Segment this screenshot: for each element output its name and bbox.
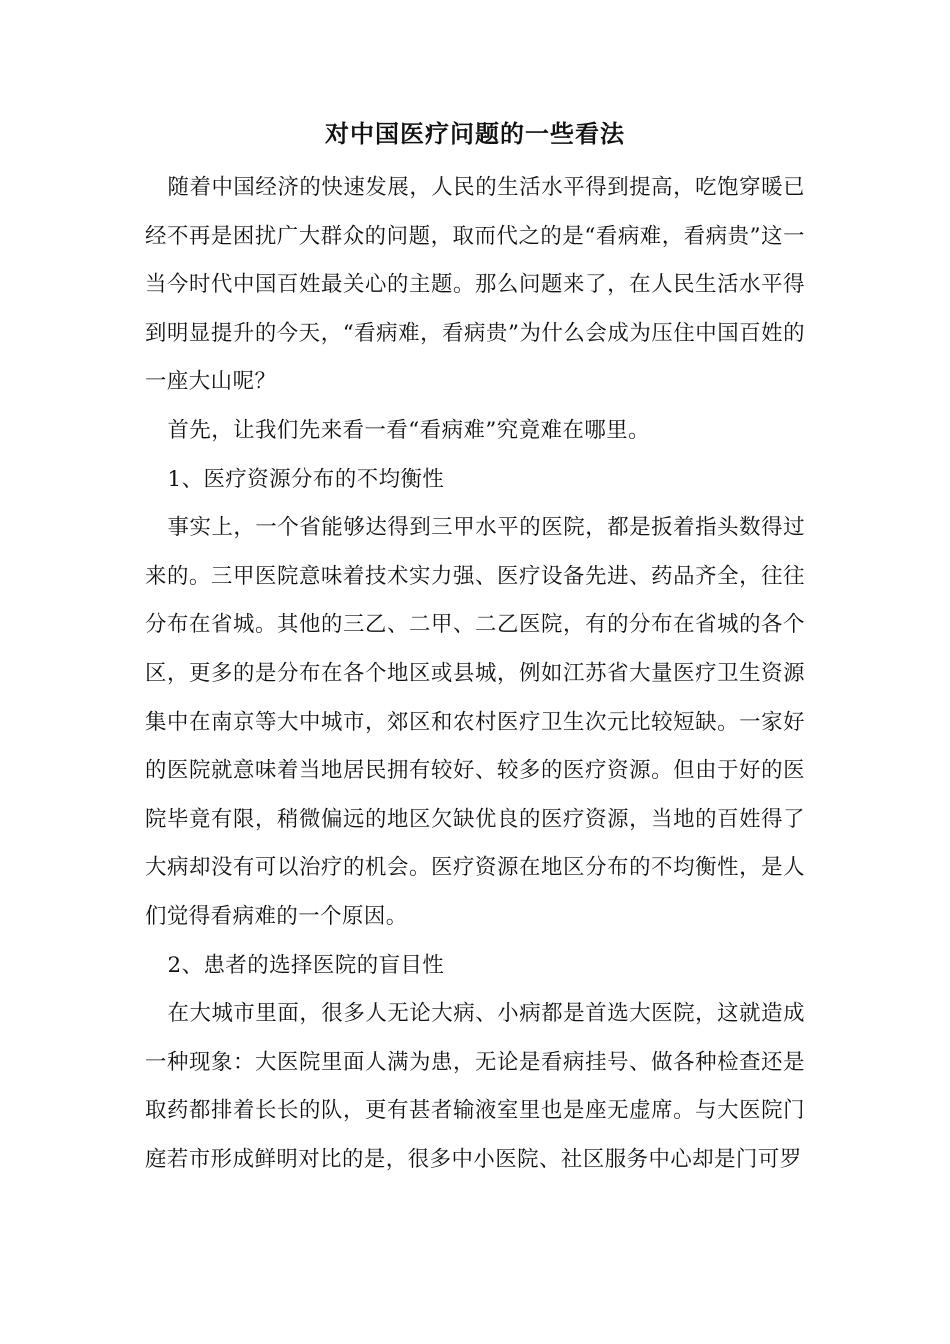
document-body xyxy=(145,164,805,1184)
document-title: 对中国医疗问题的一些看法 xyxy=(325,120,625,148)
paragraph-intro: 随着中国经济的快速发展，人民的生活水平得到提高，吃饱穿暖已经不再是困扰广大群众的问题，取而代之的是“看病难，看病贵”这一当今时代中国百姓最关心的主题。那么问题来了，在人民生活水平得到明显提升的今天，“看病难，看病贵”为什么会成为压住中国百姓的一座大山呢？ xyxy=(145,175,805,395)
paragraph-hospital-choice: 在大城市里面，很多人无论大病、小病都是首选大医院，这就造成一种现象：大医院里面人满为患，无论是看病挂号、做各种检查还是取药都排着长长的队，更有甚者输液室里也是座无虚席。与大医院门庭若市形成鲜明对比的是，很多中小医院、社区服务中心却是门可罗 xyxy=(145,1001,805,1172)
section-heading-1: 1、医疗资源分布的不均衡性 xyxy=(167,466,445,492)
paragraph-first-point: 首先，让我们先来看一看“看病难”究竟难在哪里。 xyxy=(167,417,651,443)
section-heading-2: 2、患者的选择医院的盲目性 xyxy=(167,952,445,978)
paragraph-resource-distribution: 事实上，一个省能够达得到三甲水平的医院，都是扳着指头数得过来的。三甲医院意味着技术实力强、医疗设备先进、药品齐全，往往分布在省城。其他的三乙、二甲、二乙医院，有的分布在省城的各个区，更多的是分布在各个地区或县城，例如江苏省大量医疗卫生资源集中在南京等大中城市，郊区和农村医疗卫生次元比较短缺。一家好的医院就意味着当地居民拥有较好、较多的医疗资源。但由于好的医院毕竟有限，稍微偏远的地区欠缺优良的医疗资源，当地的百姓得了大病却没有可以治疗的机会。医疗资源在地区分布的不均衡性，是人们觉得看病难的一个原因。 xyxy=(145,515,805,929)
